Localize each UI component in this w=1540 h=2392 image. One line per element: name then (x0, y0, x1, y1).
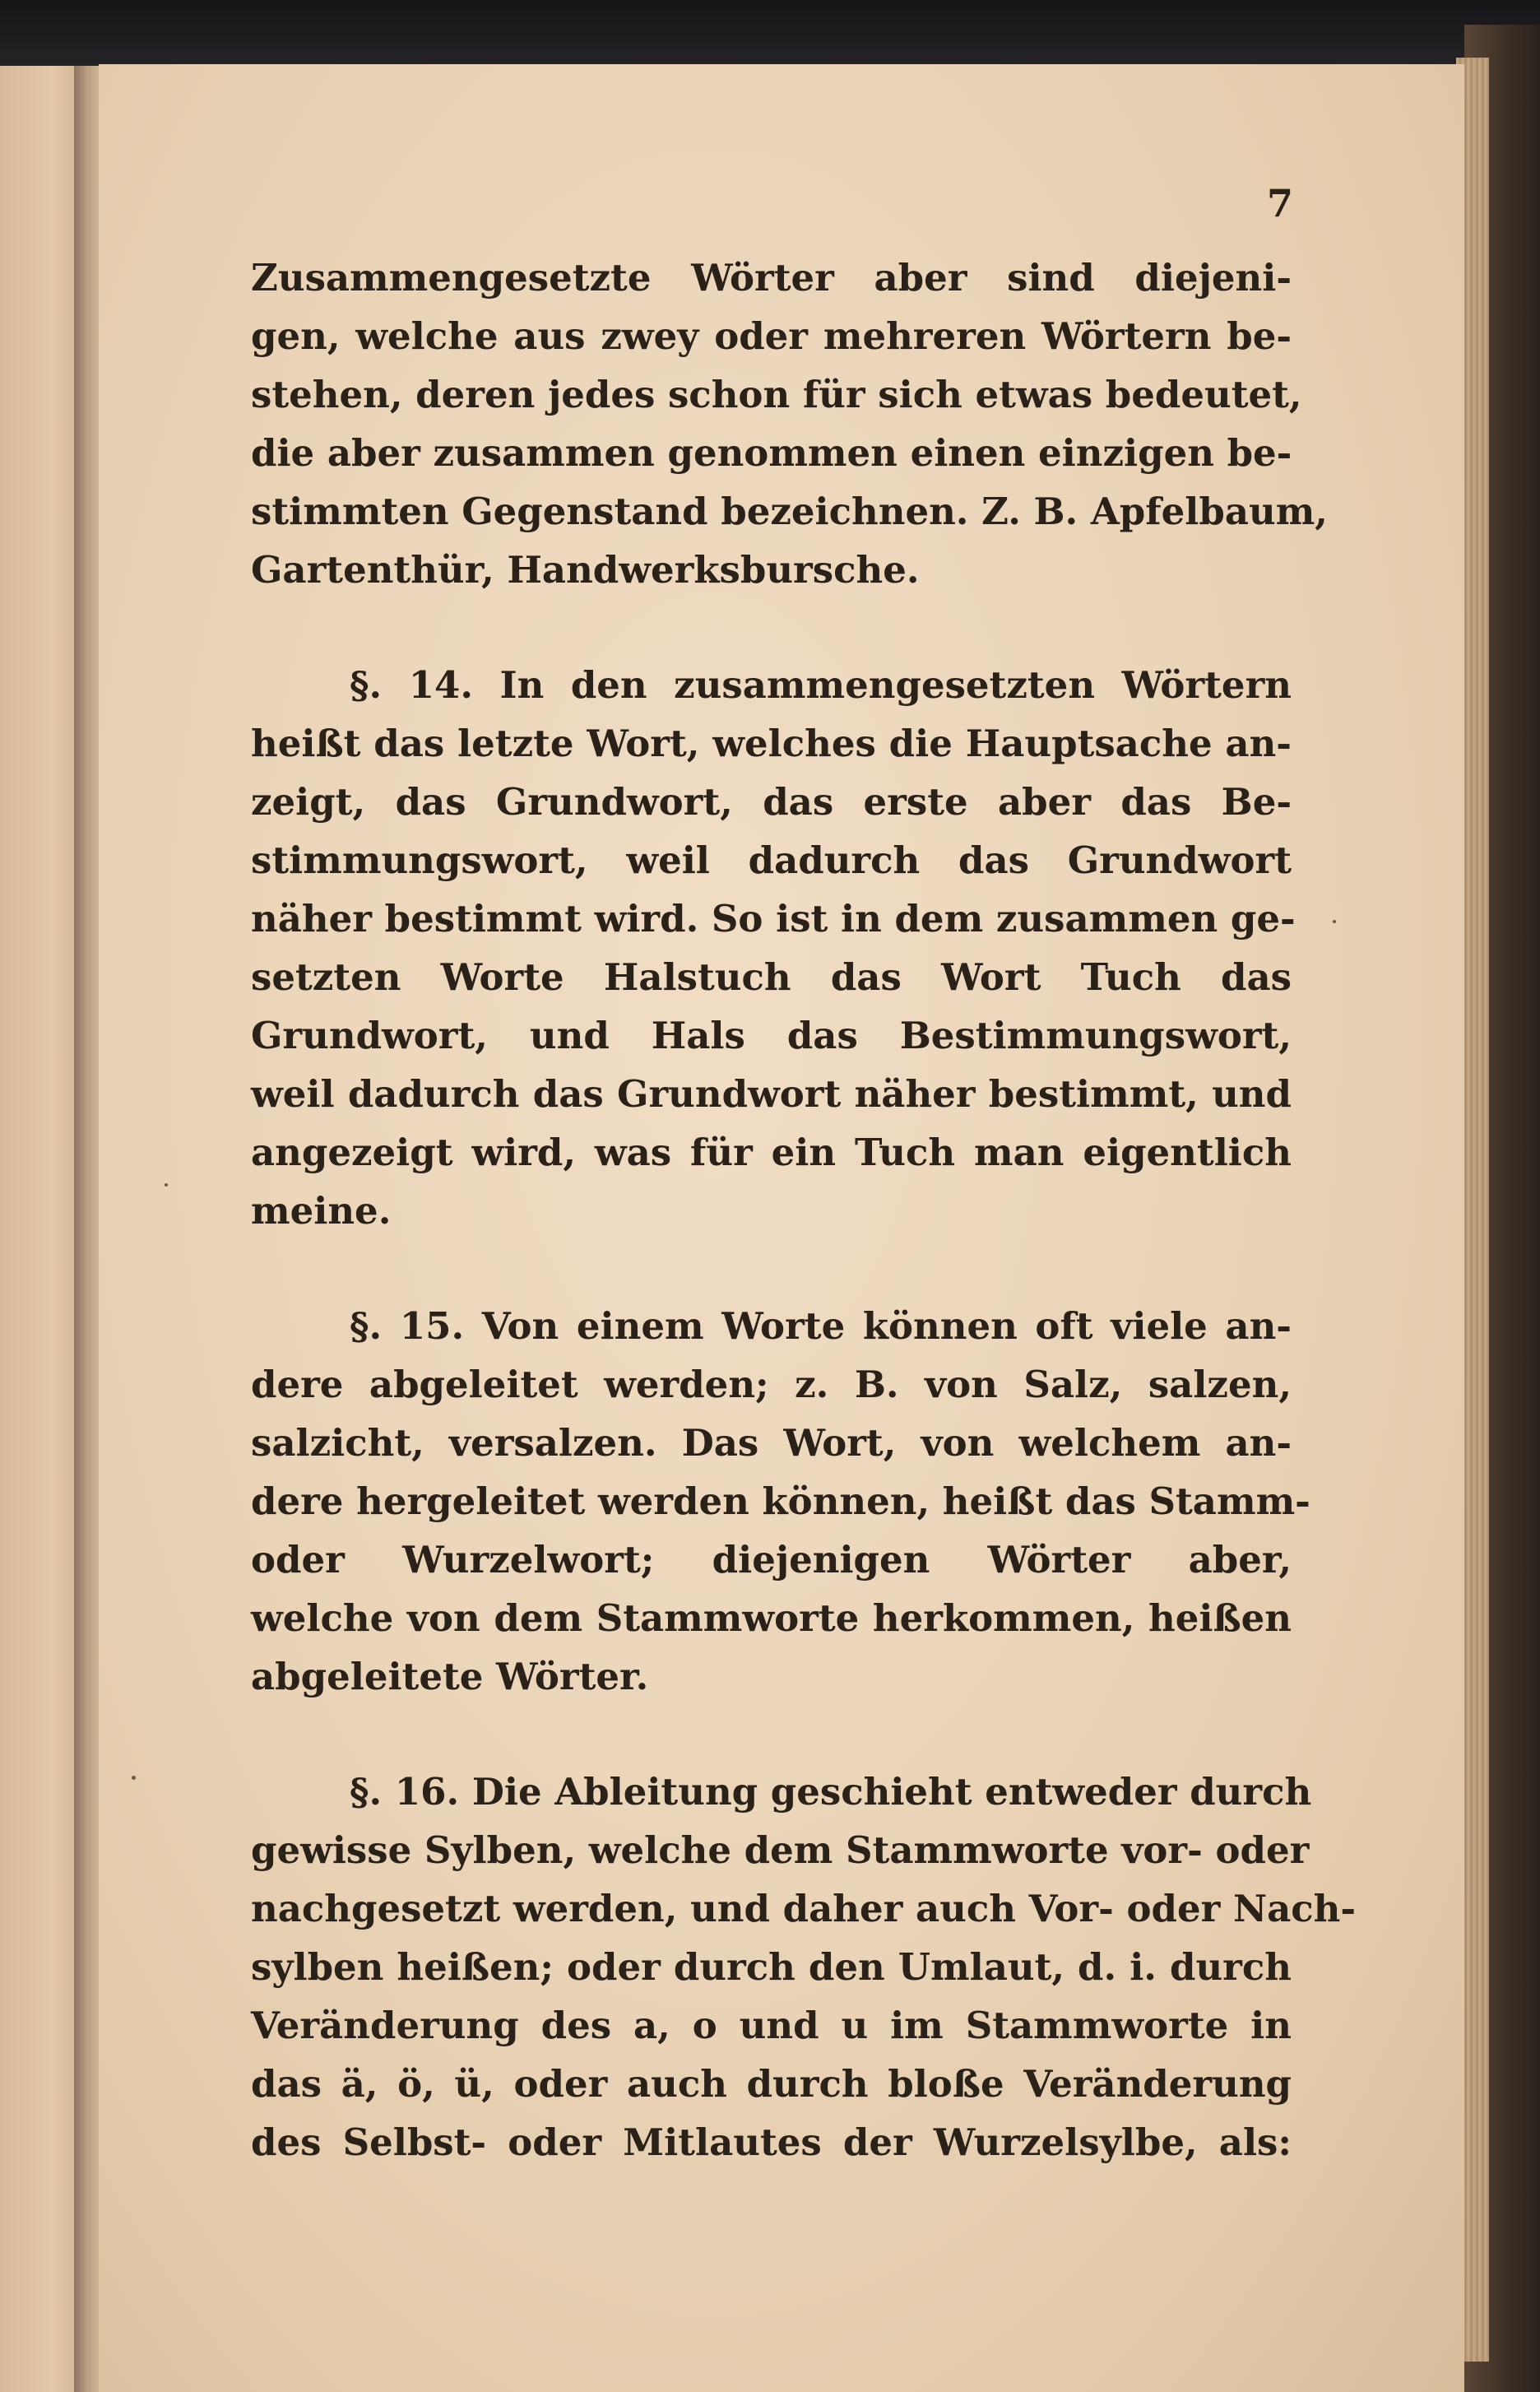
text-line: die aber zusammen genommen einen einzigen be- (251, 431, 1292, 475)
text-line: heißt das letzte Wort, welches die Hauptsache an- (251, 722, 1292, 765)
page-number: 7 (1267, 181, 1294, 225)
text-line: weil dadurch das Grundwort näher bestimmt, und (251, 1072, 1292, 1116)
paper-speck (132, 1776, 136, 1780)
text-line: nachgesetzt werden, und daher auch Vor- oder Nach- (251, 1887, 1357, 1930)
paragraph-gap (251, 1240, 1292, 1297)
text-line: Veränderung des a, o und u im Stammworte in (251, 2004, 1292, 2047)
paper-speck (165, 1183, 168, 1187)
text-line: des Selbst- oder Mitlautes der Wurzelsylbe, als: (251, 2120, 1292, 2164)
paragraph-gap (251, 1706, 1292, 1763)
text-line: dere abgeleitet werden; z. B. von Salz, salzen, (251, 1363, 1292, 1406)
body-text (251, 248, 1357, 2171)
text-line: meine. (251, 1189, 392, 1233)
text-line: das ä, ö, ü, oder auch durch bloße Veränderung (251, 2062, 1292, 2106)
paragraph-heading-line: §. 14. In den zusammengesetzten Wörtern (350, 663, 1292, 707)
text-line: näher bestimmt wird. So ist in dem zusammen ge- (251, 897, 1296, 941)
text-line: dere hergeleitet werden können, heißt das Stamm- (251, 1479, 1310, 1523)
text-line: setzten Worte Halstuch das Wort Tuch das (251, 955, 1292, 999)
paragraph-gap (251, 599, 1292, 656)
text-line: stimmten Gegenstand bezeichnen. Z. B. Apfelbaum, (251, 490, 1328, 533)
paper-speck (1333, 920, 1336, 923)
text-line: angezeigt wird, was für ein Tuch man eigentlich (251, 1131, 1292, 1174)
paragraph-heading-line: §. 16. Die Ableitung geschieht entweder durch (350, 1770, 1312, 1814)
text-line: Grundwort, und Hals das Bestimmungswort, (251, 1014, 1292, 1057)
text-line: Gartenthür, Handwerksbursche. (251, 548, 920, 592)
text-line: sylben heißen; oder durch den Umlaut, d. i. durch (251, 1945, 1292, 1989)
text-line: stimmungswort, weil dadurch das Grundwort (251, 838, 1292, 882)
text-line: stehen, deren jedes schon für sich etwas bedeutet, (251, 373, 1302, 416)
paragraph-heading-line: §. 15. Von einem Worte können oft viele an- (350, 1304, 1292, 1348)
text-line: gen, welche aus zwey oder mehreren Wörtern be- (251, 314, 1292, 358)
text-line: Zusammengesetzte Wörter aber sind diejeni- (251, 256, 1292, 300)
text-line: salzicht, versalzen. Das Wort, von welchem an- (251, 1421, 1292, 1465)
text-line: zeigt, das Grundwort, das erste aber das Be- (251, 780, 1292, 824)
text-line: abgeleitete Wörter. (251, 1655, 649, 1698)
scan-top-edge (0, 0, 1540, 74)
text-line: gewisse Sylben, welche dem Stammworte vor- oder (251, 1828, 1310, 1872)
text-line: welche von dem Stammworte herkommen, heißen (251, 1596, 1292, 1640)
text-line: oder Wurzelwort; diejenigen Wörter aber, (251, 1538, 1292, 1582)
